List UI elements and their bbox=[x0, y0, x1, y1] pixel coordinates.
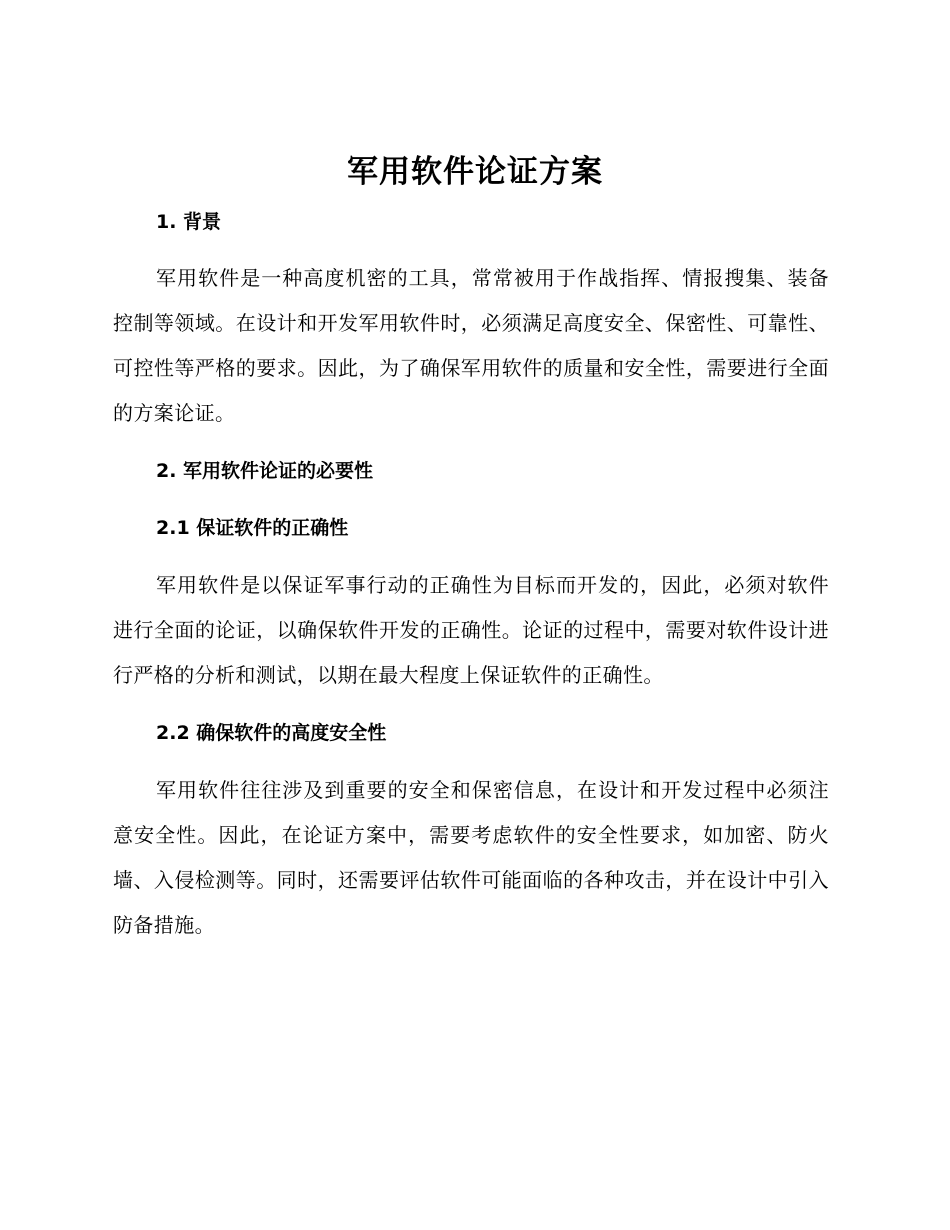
section-paragraph-background: 军用软件是一种高度机密的工具，常常被用于作战指挥、情报搜集、装备控制等领域。在设计和开发军用软件时，必须满足高度安全、保密性、可靠性、可控性等严格的要求。因此，为了确保军用软件的质量和安全性，需要进行全面的方案论证。 bbox=[113, 266, 829, 425]
section-paragraph-security: 军用软件往往涉及到重要的安全和保密信息，在设计和开发过程中必须注意安全性。因此，在论证方案中，需要考虑软件的安全性要求，如加密、防火墙、入侵检测等。同时，还需要评估软件可能面临的各种攻击，并在设计中引入防备措施。 bbox=[113, 778, 829, 937]
section-heading-security: 2.2 确保软件的高度安全性 bbox=[156, 722, 387, 744]
document-title: 军用软件论证方案 bbox=[347, 154, 603, 190]
section-heading-necessity: 2. 军用软件论证的必要性 bbox=[156, 460, 374, 482]
section-paragraph-correctness: 军用软件是以保证军事行动的正确性为目标而开发的，因此，必须对软件进行全面的论证，以确保软件开发的正确性。论证的过程中，需要对软件设计进行严格的分析和测试，以期在最大程度上保证软件的正确性。 bbox=[113, 573, 829, 687]
section-heading-correctness: 2.1 保证软件的正确性 bbox=[156, 517, 349, 539]
section-heading-background: 1. 背景 bbox=[156, 211, 222, 233]
